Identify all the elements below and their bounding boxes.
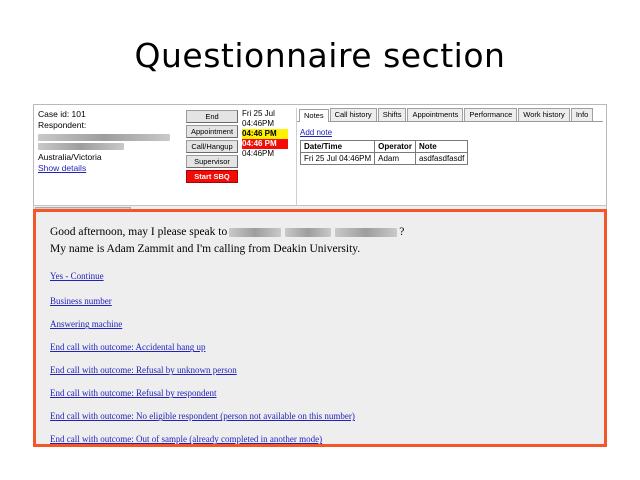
greeting-line-1-prefix: Good afternoon, may I please speak to xyxy=(50,226,228,238)
notes-panel xyxy=(296,108,603,210)
outcome-business-number[interactable]: Business number xyxy=(50,296,112,307)
tab-notes[interactable]: Notes xyxy=(299,109,329,122)
tab-work-history[interactable]: Work history xyxy=(518,108,570,121)
redacted-firstname xyxy=(285,228,331,237)
page-title: Questionnaire section xyxy=(134,36,506,75)
column-header-datetime: Date/Time xyxy=(301,141,375,153)
outcome-no-eligible-respondent[interactable]: End call with outcome: No eligible respondent (person not available on this number) xyxy=(50,411,355,422)
time-column xyxy=(242,109,288,159)
cell-datetime: Fri 25 Jul 04:46PM xyxy=(301,153,375,165)
outcome-yes-continue[interactable]: Yes - Continue xyxy=(50,271,104,282)
redacted-surname xyxy=(335,228,397,237)
current-date: Fri 25 Jul xyxy=(242,109,275,118)
application-screenshot xyxy=(33,104,607,214)
case-id-label: Case id: 101 xyxy=(38,109,86,119)
add-note-link[interactable]: Add note xyxy=(300,128,333,137)
cell-note: asdfasdfasdf xyxy=(415,153,467,165)
outcome-out-of-sample[interactable]: End call with outcome: Out of sample (already completed in another mode) xyxy=(50,434,323,445)
outcome-refusal-by-respondent[interactable]: End call with outcome: Refusal by respondent xyxy=(50,388,217,399)
tab-performance[interactable]: Performance xyxy=(464,108,517,121)
redacted-phone-bar xyxy=(38,143,124,150)
respondent-label: Respondent: xyxy=(38,120,87,131)
greeting-line-2: My name is Adam Zammit and I'm calling from Deakin University. xyxy=(50,242,361,255)
tab-info[interactable]: Info xyxy=(571,108,594,121)
start-sbq-button[interactable]: Start SBQ xyxy=(186,170,238,183)
show-details-link[interactable]: Show details xyxy=(38,163,87,174)
outcome-accidental-hangup[interactable]: End call with outcome: Accidental hang up xyxy=(50,342,206,353)
action-button-column xyxy=(186,110,238,185)
redacted-title xyxy=(229,228,281,237)
outcome-answering-machine[interactable]: Answering machine xyxy=(50,319,123,330)
greeting-line-1-suffix: ? xyxy=(399,226,405,238)
case-location: Australia/Victoria xyxy=(38,151,102,162)
column-header-operator: Operator xyxy=(375,141,416,153)
current-time: 04:46PM xyxy=(242,119,275,128)
call-hangup-button[interactable]: Call/Hangup xyxy=(186,140,238,153)
script-greeting xyxy=(50,224,590,257)
cell-operator: Adam xyxy=(375,153,416,165)
tab-strip xyxy=(297,108,603,122)
appointment-button[interactable]: Appointment xyxy=(186,125,238,138)
table-header-row xyxy=(301,141,468,153)
notes-table xyxy=(300,140,468,165)
tab-call-history[interactable]: Call history xyxy=(330,108,377,121)
end-button[interactable]: End xyxy=(186,110,238,123)
outcome-refusal-unknown-person[interactable]: End call with outcome: Refusal by unknown person xyxy=(50,365,237,376)
redacted-name-bar xyxy=(38,134,170,141)
time-entry-plain: 04:46PM xyxy=(242,149,275,158)
time-entry-alert: 04:46 PM xyxy=(242,139,288,149)
tab-shifts[interactable]: Shifts xyxy=(378,108,407,121)
outcome-link-list xyxy=(50,271,590,444)
time-entry-highlighted: 04:46 PM xyxy=(242,129,288,139)
case-info-panel xyxy=(38,109,178,175)
tab-appointments[interactable]: Appointments xyxy=(407,108,463,121)
questionnaire-script-panel xyxy=(33,209,607,447)
column-header-note: Note xyxy=(415,141,467,153)
supervisor-button[interactable]: Supervisor xyxy=(186,155,238,168)
table-row[interactable] xyxy=(301,153,468,165)
